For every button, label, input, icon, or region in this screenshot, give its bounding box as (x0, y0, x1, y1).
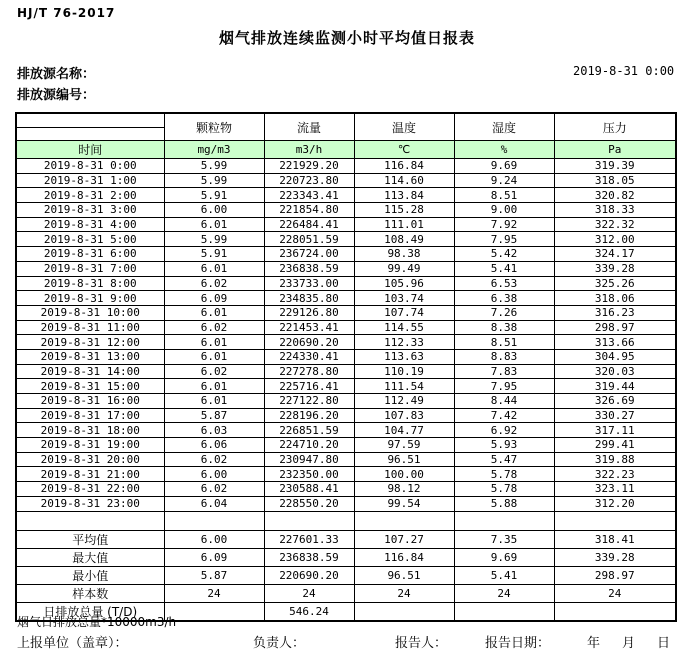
summary-label: 最大值 (16, 548, 164, 566)
pressure-cell: 312.20 (554, 496, 676, 511)
temperature-cell: 105.96 (354, 276, 454, 291)
time-cell: 2019-8-31 21:00 (16, 467, 164, 482)
temperature-cell: 112.49 (354, 394, 454, 409)
temperature-cell: 116.84 (354, 159, 454, 174)
pm-cell: 6.01 (164, 305, 264, 320)
spacer-cell (16, 511, 164, 530)
humidity-cell: 8.51 (454, 188, 554, 203)
spacer-cell (454, 511, 554, 530)
pm-cell: 6.02 (164, 452, 264, 467)
units-row (16, 141, 676, 159)
table-row (16, 159, 676, 174)
humidity-cell: 9.24 (454, 173, 554, 188)
time-cell: 2019-8-31 20:00 (16, 452, 164, 467)
summary-temperature-cell (354, 602, 454, 621)
pm-cell: 6.02 (164, 482, 264, 497)
summary-label: 日排放总量 (T/D) (16, 602, 164, 621)
flow-cell: 229126.80 (264, 305, 354, 320)
flow-cell: 232350.00 (264, 467, 354, 482)
pm-cell: 6.02 (164, 364, 264, 379)
temperature-cell: 99.54 (354, 496, 454, 511)
summary-row (16, 548, 676, 566)
humidity-cell: 7.95 (454, 379, 554, 394)
pm-cell: 6.04 (164, 496, 264, 511)
table-row (16, 467, 676, 482)
table-row (16, 320, 676, 335)
report-unit-label: 上报单位（盖章）： (17, 636, 128, 651)
flow-cell: 230588.41 (264, 482, 354, 497)
temperature-cell: 112.33 (354, 335, 454, 350)
summary-body (16, 530, 676, 621)
table-row (16, 452, 676, 467)
source-name-label: 排放源名称： (17, 67, 96, 82)
pm-cell: 5.91 (164, 247, 264, 262)
temperature-cell: 111.54 (354, 379, 454, 394)
humidity-cell: 7.26 (454, 305, 554, 320)
column-header: 温度 (354, 113, 454, 141)
humidity-cell: 8.44 (454, 394, 554, 409)
temperature-cell: 103.74 (354, 291, 454, 306)
table-row (16, 364, 676, 379)
spacer-row (16, 511, 676, 530)
temperature-cell: 114.55 (354, 320, 454, 335)
summary-temperature-cell: 96.51 (354, 566, 454, 584)
time-cell: 2019-8-31 14:00 (16, 364, 164, 379)
pressure-cell: 319.39 (554, 159, 676, 174)
temperature-cell: 115.28 (354, 203, 454, 218)
summary-row (16, 584, 676, 602)
flow-cell: 224330.41 (264, 349, 354, 364)
column-header-row (16, 113, 676, 128)
summary-humidity-cell: 7.35 (454, 530, 554, 548)
pm-cell: 5.91 (164, 188, 264, 203)
time-cell: 2019-8-31 5:00 (16, 232, 164, 247)
temperature-cell: 108.49 (354, 232, 454, 247)
humidity-cell: 8.83 (454, 349, 554, 364)
summary-temperature-cell: 107.27 (354, 530, 454, 548)
pressure-cell: 304.95 (554, 349, 676, 364)
temperature-cell: 98.38 (354, 247, 454, 262)
spacer-cell (554, 511, 676, 530)
humidity-cell: 6.38 (454, 291, 554, 306)
summary-pm-cell: 6.09 (164, 548, 264, 566)
day-label: 日 (657, 636, 671, 651)
flow-cell: 228196.20 (264, 408, 354, 423)
time-cell: 2019-8-31 18:00 (16, 423, 164, 438)
table-row (16, 217, 676, 232)
summary-humidity-cell: 5.41 (454, 566, 554, 584)
spacer-cell (264, 511, 354, 530)
standard-code: HJ/T 76-2017 (17, 6, 116, 20)
humidity-cell: 6.53 (454, 276, 554, 291)
pm-cell: 6.00 (164, 467, 264, 482)
temperature-cell: 98.12 (354, 482, 454, 497)
time-cell: 2019-8-31 3:00 (16, 203, 164, 218)
pressure-cell: 322.23 (554, 467, 676, 482)
humidity-cell: 9.69 (454, 159, 554, 174)
flow-cell: 233733.00 (264, 276, 354, 291)
table-body (16, 159, 676, 512)
pm-cell: 5.99 (164, 159, 264, 174)
year-label: 年 (587, 636, 601, 651)
daily-total-note: 烟气日排放总量*10000m3/h (17, 615, 177, 629)
time-cell: 2019-8-31 2:00 (16, 188, 164, 203)
unit-cell: mg/m3 (164, 141, 264, 159)
summary-label: 样本数 (16, 584, 164, 602)
summary-pm-cell (164, 602, 264, 621)
summary-humidity-cell (454, 602, 554, 621)
pressure-cell: 324.17 (554, 247, 676, 262)
time-cell: 2019-8-31 16:00 (16, 394, 164, 409)
time-cell: 2019-8-31 6:00 (16, 247, 164, 262)
pressure-cell: 320.82 (554, 188, 676, 203)
table-row (16, 496, 676, 511)
pressure-cell: 312.00 (554, 232, 676, 247)
pressure-cell: 325.26 (554, 276, 676, 291)
reporter-label: 报告人： (395, 636, 448, 651)
humidity-cell: 5.47 (454, 452, 554, 467)
temperature-cell: 104.77 (354, 423, 454, 438)
unit-cell: m3/h (264, 141, 354, 159)
summary-label: 最小值 (16, 566, 164, 584)
report-datetime: 2019-8-31 0:00 (573, 64, 675, 78)
pm-cell: 6.01 (164, 394, 264, 409)
temperature-cell: 113.84 (354, 188, 454, 203)
time-cell: 2019-8-31 17:00 (16, 408, 164, 423)
time-cell: 2019-8-31 19:00 (16, 438, 164, 453)
pressure-cell: 317.11 (554, 423, 676, 438)
table-row (16, 394, 676, 409)
time-header: 时间 (16, 141, 164, 159)
flow-cell: 226851.59 (264, 423, 354, 438)
table-row (16, 247, 676, 262)
temperature-cell: 107.83 (354, 408, 454, 423)
flow-cell: 221453.41 (264, 320, 354, 335)
pressure-cell: 319.44 (554, 379, 676, 394)
time-cell: 2019-8-31 22:00 (16, 482, 164, 497)
flow-cell: 230947.80 (264, 452, 354, 467)
table-row (16, 261, 676, 276)
pm-cell: 5.99 (164, 173, 264, 188)
unit-cell: % (454, 141, 554, 159)
time-cell: 2019-8-31 11:00 (16, 320, 164, 335)
summary-flow-cell: 546.24 (264, 602, 354, 621)
table-row (16, 438, 676, 453)
summary-flow-cell: 220690.20 (264, 566, 354, 584)
summary-row (16, 530, 676, 548)
pm-cell: 5.87 (164, 408, 264, 423)
table-row (16, 379, 676, 394)
pressure-cell: 313.66 (554, 335, 676, 350)
summary-pressure-cell (554, 602, 676, 621)
flow-cell: 221929.20 (264, 159, 354, 174)
summary-temperature-cell: 24 (354, 584, 454, 602)
pressure-cell: 323.11 (554, 482, 676, 497)
temperature-cell: 111.01 (354, 217, 454, 232)
summary-pressure-cell: 318.41 (554, 530, 676, 548)
humidity-cell: 9.00 (454, 203, 554, 218)
pm-cell: 6.02 (164, 320, 264, 335)
pm-cell: 6.09 (164, 291, 264, 306)
humidity-cell: 7.95 (454, 232, 554, 247)
temperature-cell: 96.51 (354, 452, 454, 467)
table-row (16, 276, 676, 291)
summary-pressure-cell: 339.28 (554, 548, 676, 566)
table-row (16, 408, 676, 423)
flow-cell: 228051.59 (264, 232, 354, 247)
flow-cell: 234835.80 (264, 291, 354, 306)
column-header: 颗粒物 (164, 113, 264, 141)
temperature-cell: 114.60 (354, 173, 454, 188)
humidity-cell: 5.88 (454, 496, 554, 511)
pressure-cell: 298.97 (554, 320, 676, 335)
responsible-label: 负责人： (253, 636, 306, 651)
flow-cell: 224710.20 (264, 438, 354, 453)
humidity-cell: 5.41 (454, 261, 554, 276)
time-cell: 2019-8-31 9:00 (16, 291, 164, 306)
pressure-cell: 339.28 (554, 261, 676, 276)
summary-flow-cell: 24 (264, 584, 354, 602)
report-date-label: 报告日期： (485, 636, 551, 651)
table-row (16, 335, 676, 350)
summary-pressure-cell: 298.97 (554, 566, 676, 584)
time-cell: 2019-8-31 13:00 (16, 349, 164, 364)
pm-cell: 6.00 (164, 203, 264, 218)
pressure-cell: 299.41 (554, 438, 676, 453)
table-row (16, 349, 676, 364)
pressure-cell: 319.88 (554, 452, 676, 467)
humidity-cell: 8.38 (454, 320, 554, 335)
column-header: 湿度 (454, 113, 554, 141)
table-row (16, 188, 676, 203)
flow-cell: 223343.41 (264, 188, 354, 203)
summary-pm-cell: 5.87 (164, 566, 264, 584)
summary-temperature-cell: 116.84 (354, 548, 454, 566)
temperature-cell: 107.74 (354, 305, 454, 320)
table-row (16, 482, 676, 497)
pressure-cell: 322.32 (554, 217, 676, 232)
humidity-cell: 5.42 (454, 247, 554, 262)
unit-cell: Pa (554, 141, 676, 159)
summary-row (16, 566, 676, 584)
humidity-cell: 5.78 (454, 467, 554, 482)
spacer-cell (354, 511, 454, 530)
time-cell: 2019-8-31 0:00 (16, 159, 164, 174)
pressure-cell: 316.23 (554, 305, 676, 320)
flow-cell: 227278.80 (264, 364, 354, 379)
time-cell: 2019-8-31 1:00 (16, 173, 164, 188)
flow-cell: 220723.80 (264, 173, 354, 188)
table-row (16, 203, 676, 218)
table-row (16, 173, 676, 188)
humidity-cell: 5.78 (454, 482, 554, 497)
pm-cell: 5.99 (164, 232, 264, 247)
humidity-cell: 8.51 (454, 335, 554, 350)
flow-cell: 228550.20 (264, 496, 354, 511)
pressure-cell: 320.03 (554, 364, 676, 379)
pm-cell: 6.01 (164, 335, 264, 350)
humidity-cell: 7.92 (454, 217, 554, 232)
time-header-spacer-top (16, 113, 164, 128)
pressure-cell: 318.33 (554, 203, 676, 218)
time-cell: 2019-8-31 4:00 (16, 217, 164, 232)
flow-cell: 236724.00 (264, 247, 354, 262)
pressure-cell: 318.05 (554, 173, 676, 188)
summary-flow-cell: 227601.33 (264, 530, 354, 548)
pm-cell: 6.01 (164, 261, 264, 276)
pressure-cell: 326.69 (554, 394, 676, 409)
flow-cell: 220690.20 (264, 335, 354, 350)
humidity-cell: 5.93 (454, 438, 554, 453)
column-header: 流量 (264, 113, 354, 141)
summary-pressure-cell: 24 (554, 584, 676, 602)
summary-label: 平均值 (16, 530, 164, 548)
pm-cell: 6.06 (164, 438, 264, 453)
summary-pm-cell: 6.00 (164, 530, 264, 548)
time-cell: 2019-8-31 10:00 (16, 305, 164, 320)
summary-humidity-cell: 24 (454, 584, 554, 602)
table-row (16, 305, 676, 320)
table-row (16, 291, 676, 306)
flow-cell: 221854.80 (264, 203, 354, 218)
flow-cell: 236838.59 (264, 261, 354, 276)
spacer-cell (164, 511, 264, 530)
monitoring-table (15, 112, 677, 622)
pm-cell: 6.01 (164, 349, 264, 364)
pressure-cell: 318.06 (554, 291, 676, 306)
temperature-cell: 97.59 (354, 438, 454, 453)
temperature-cell: 113.63 (354, 349, 454, 364)
source-code-label: 排放源编号： (17, 88, 96, 103)
table-row (16, 232, 676, 247)
column-header: 压力 (554, 113, 676, 141)
flow-cell: 225716.41 (264, 379, 354, 394)
page-title: 烟气排放连续监测小时平均值日报表 (218, 29, 475, 47)
temperature-cell: 100.00 (354, 467, 454, 482)
pressure-cell: 330.27 (554, 408, 676, 423)
time-cell: 2019-8-31 12:00 (16, 335, 164, 350)
humidity-cell: 7.42 (454, 408, 554, 423)
time-cell: 2019-8-31 8:00 (16, 276, 164, 291)
temperature-cell: 110.19 (354, 364, 454, 379)
time-cell: 2019-8-31 15:00 (16, 379, 164, 394)
unit-cell: ℃ (354, 141, 454, 159)
humidity-cell: 7.83 (454, 364, 554, 379)
pm-cell: 6.01 (164, 379, 264, 394)
table-row (16, 423, 676, 438)
month-label: 月 (622, 636, 636, 651)
time-header-spacer-bottom (16, 128, 164, 141)
time-cell: 2019-8-31 7:00 (16, 261, 164, 276)
summary-pm-cell: 24 (164, 584, 264, 602)
flow-cell: 226484.41 (264, 217, 354, 232)
flow-cell: 227122.80 (264, 394, 354, 409)
summary-humidity-cell: 9.69 (454, 548, 554, 566)
pm-cell: 6.01 (164, 217, 264, 232)
pm-cell: 6.03 (164, 423, 264, 438)
humidity-cell: 6.92 (454, 423, 554, 438)
time-cell: 2019-8-31 23:00 (16, 496, 164, 511)
summary-flow-cell: 236838.59 (264, 548, 354, 566)
pm-cell: 6.02 (164, 276, 264, 291)
temperature-cell: 99.49 (354, 261, 454, 276)
